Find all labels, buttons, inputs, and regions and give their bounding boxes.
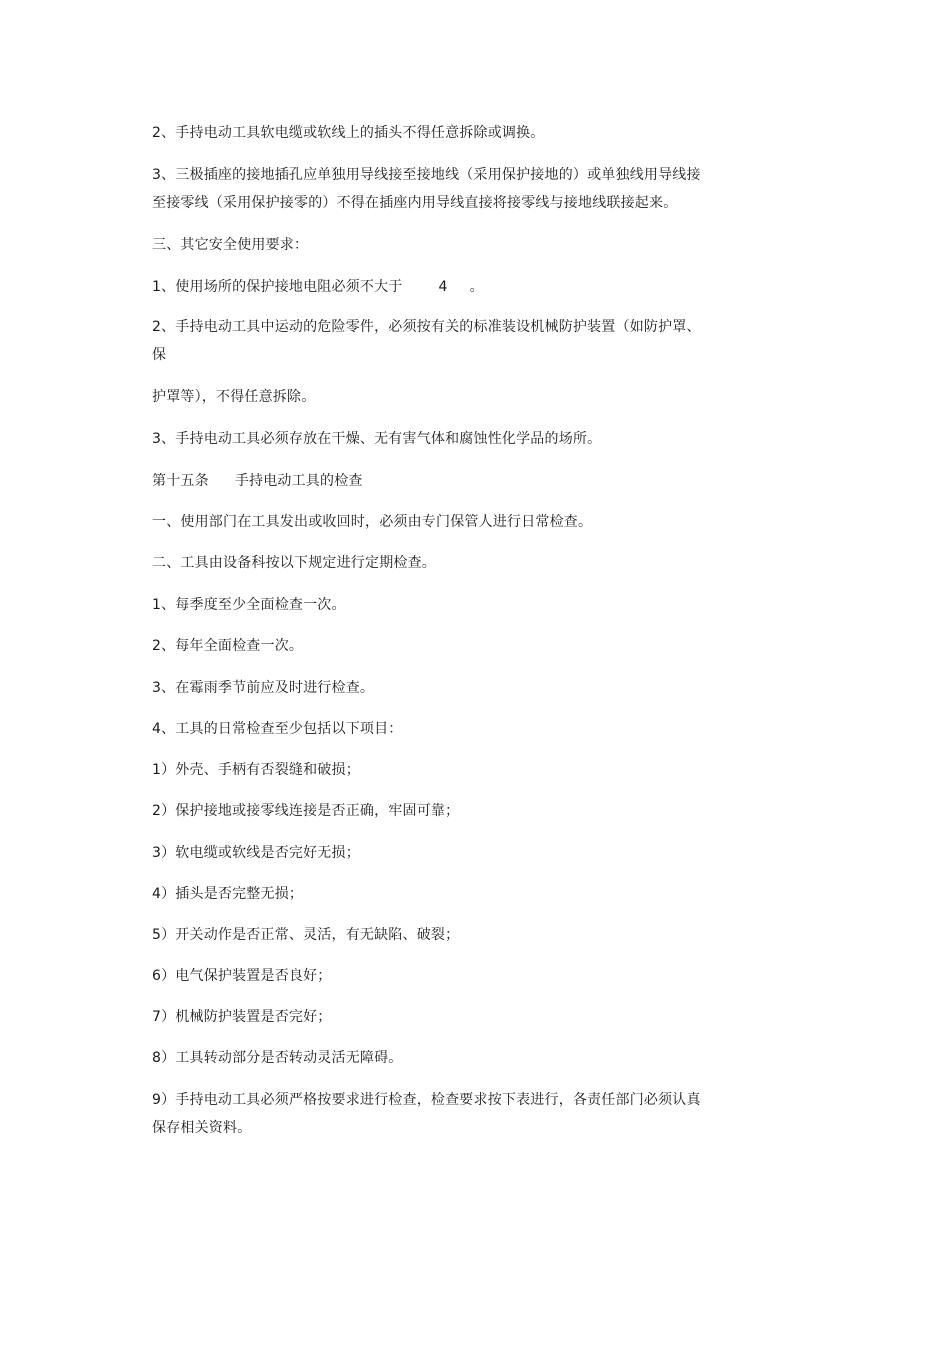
text-line: 保 [152,347,167,363]
list-item: 7）机械防护装置是否完好； [152,1009,332,1025]
list-item: 8）工具转动部分是否转动灵活无障碍。 [152,1050,403,1066]
list-item: 2）保护接地或接零线连接是否正确，牢固可靠； [152,803,460,819]
text-line: 3、在霉雨季节前应及时进行检查。 [152,680,375,696]
section-heading: 三、其它安全使用要求： [152,237,309,253]
text-line [152,276,742,298]
text-line: 4、工具的日常检查至少包括以下项目： [152,721,403,737]
text-line: 二、工具由设备科按以下规定进行定期检查。 [152,555,436,571]
list-item: 6）电气保护装置是否良好； [152,968,332,984]
text-segment: 1、使用场所的保护接地电阻必须不大于 [152,279,403,295]
text-line: 3、三极插座的接地插孔应单独用导线接至接地线（采用保护接地的）或单独线用导线接 [152,167,701,183]
text-line: 2、手持电动工具中运动的危险零件，必须按有关的标准装设机械防护装置（如防护罩、 [152,319,701,335]
text-line: 3、手持电动工具必须存放在干燥、无有害气体和腐蚀性化学品的场所。 [152,431,602,447]
text-line: 1、每季度至少全面检查一次。 [152,597,346,613]
article-number: 第十五条 [152,473,209,489]
resistance-value: 4 [438,279,448,295]
article-title: 手持电动工具的检查 [234,473,363,489]
text-line: 护罩等），不得任意拆除。 [152,389,316,405]
text-line: 2、每年全面检查一次。 [152,638,304,654]
article-heading [152,470,742,492]
text-segment: 。 [469,279,484,295]
text-line: 至接零线（采用保护接零的）不得在插座内用导线直接将接零线与接地线联接起来。 [152,195,678,211]
list-item: 9）手持电动工具必须严格按要求进行检查，检查要求按下表进行，各责任部门必须认真 [152,1092,701,1108]
list-item: 4）插头是否完整无损； [152,886,304,902]
list-item: 5）开关动作是否正常、灵活，有无缺陷、破裂； [152,927,460,943]
text-line: 一、使用部门在工具发出或收回时，必须由专门保管人进行日常检查。 [152,514,593,530]
list-item-continuation: 保存相关资料。 [152,1120,252,1136]
list-item: 1）外壳、手柄有否裂缝和破损； [152,762,360,778]
text-line: 2、手持电动工具软电缆或软线上的插头不得任意拆除或调换。 [152,125,545,141]
list-item: 3）软电缆或软线是否完好无损； [152,845,360,861]
